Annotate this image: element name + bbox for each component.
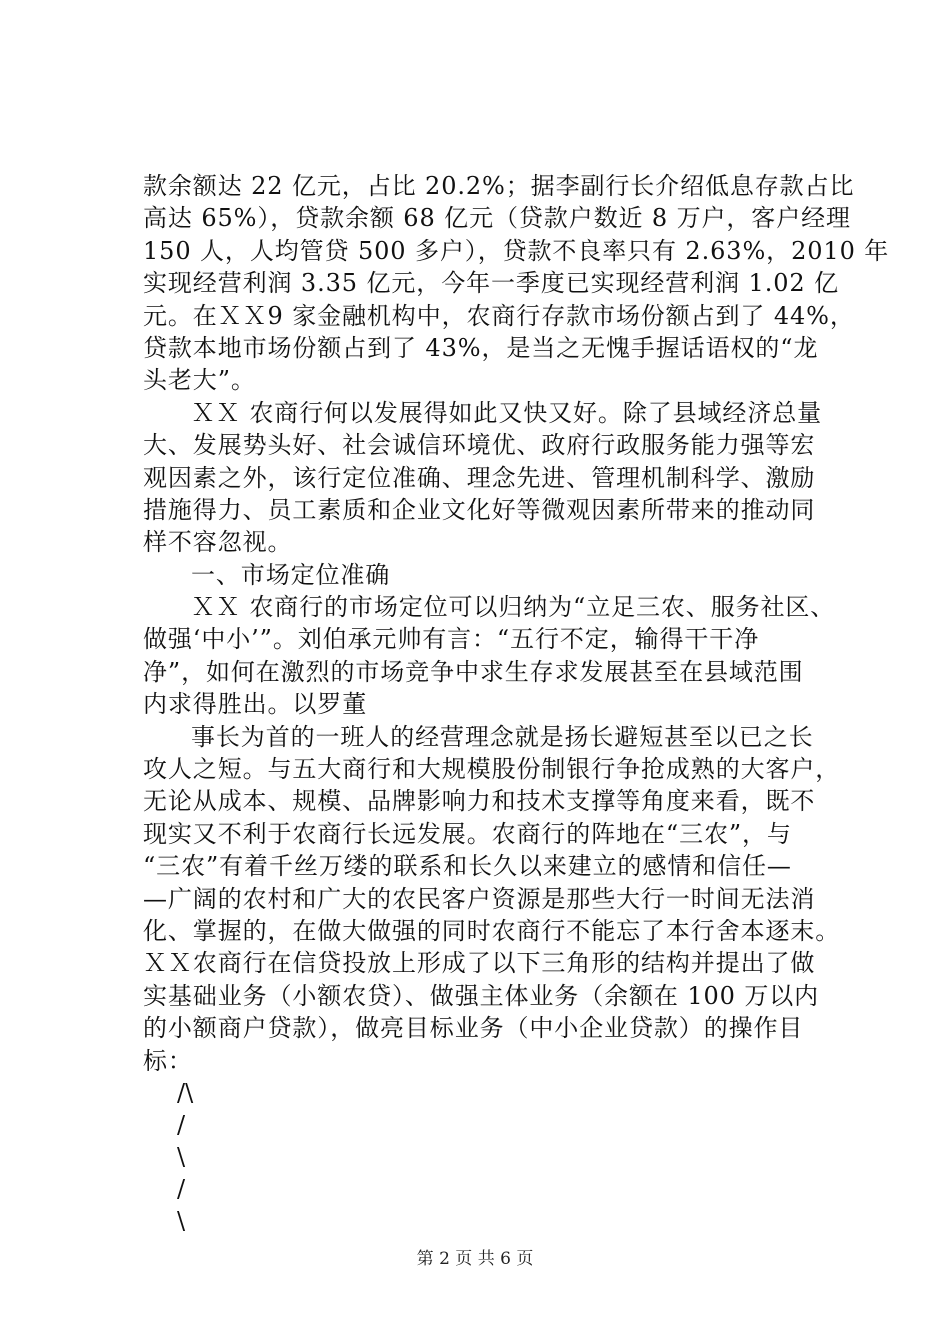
triangle-diagram-line: \ <box>177 1142 186 1171</box>
triangle-diagram-line: \ <box>177 1206 186 1235</box>
text-line: 化、掌握的，在做大做强的同时农商行不能忘了本行舍本逐末。 <box>143 916 841 945</box>
triangle-diagram-line: /\ <box>177 1078 194 1107</box>
text-line: —广阔的农村和广大的农民客户资源是那些大行一时间无法消 <box>143 884 816 913</box>
text-line: 贷款本地市场份额占到了 43%，是当之无愧手握话语权的“龙 <box>143 333 819 362</box>
text-line: 样不容忽视。 <box>143 528 293 557</box>
paragraph-start-line: ＸＸ 农商行的市场定位可以归纳为“立足三农、服务社区、 <box>191 593 836 622</box>
text-line: 高达 65%），贷款余额 68 亿元（贷款户数近 8 万户，客户经理 <box>143 204 851 233</box>
text-line: 实基础业务（小额农贷）、做强主体业务（余额在 100 万以内 <box>143 981 820 1010</box>
text-line: ＸＸ农商行在信贷投放上形成了以下三角形的结构并提出了做 <box>143 949 816 978</box>
paragraph-start-line: 事长为首的一班人的经营理念就是扬长避短甚至以已之长 <box>191 722 814 751</box>
triangle-diagram-line: / <box>177 1174 186 1203</box>
text-line: 攻人之短。与五大商行和大规模股份制银行争抢成熟的大客户， <box>143 755 841 784</box>
text-line: 无论从成本、规模、品牌影响力和技术支撑等角度来看，既不 <box>143 787 816 816</box>
text-line: 措施得力、员工素质和企业文化好等微观因素所带来的推动同 <box>143 495 816 524</box>
triangle-diagram-line: / <box>177 1110 186 1139</box>
text-line: 做强‘中小’”。刘伯承元帅有言：“五行不定，输得干干净 <box>143 625 760 654</box>
text-line: 实现经营利润 3.35 亿元，今年一季度已实现经营利润 1.02 亿 <box>143 269 839 298</box>
paragraph-start-line: ＸＸ 农商行何以发展得如此又快又好。除了县域经济总量 <box>191 398 823 427</box>
text-line: 元。在ＸＸ9 家金融机构中，农商行存款市场份额占到了 44%， <box>143 301 855 330</box>
text-line: 内求得胜出。以罗董 <box>143 690 368 719</box>
text-line: 头老大”。 <box>143 366 256 395</box>
text-line: 现实又不利于农商行长远发展。农商行的阵地在“三农”，与 <box>143 819 792 848</box>
text-line: 的小额商户贷款），做亮目标业务（中小企业贷款）的操作目 <box>143 1014 804 1043</box>
text-line: 标： <box>143 1046 193 1075</box>
text-line: “三农”有着千丝万缕的联系和长久以来建立的感情和信任— <box>143 852 792 881</box>
text-line: 观因素之外，该行定位准确、理念先进、管理机制科学、激励 <box>143 463 816 492</box>
text-line: 大、发展势头好、社会诚信环境优、政府行政服务能力强等宏 <box>143 431 816 460</box>
page-footer: 第 2 页 共 6 页 <box>416 1249 534 1269</box>
text-line: 150 人，人均管贷 500 多户），贷款不良率只有 2.63%，2010 年 <box>143 236 890 265</box>
section-heading: 一、市场定位准确 <box>191 560 391 589</box>
text-line: 净”，如何在激烈的市场竞争中求生存求发展甚至在县域范围 <box>143 657 804 686</box>
body-text <box>143 170 890 1237</box>
text-line: 款余额达 22 亿元，占比 20.2%；据李副行长介绍低息存款占比 <box>143 172 855 200</box>
